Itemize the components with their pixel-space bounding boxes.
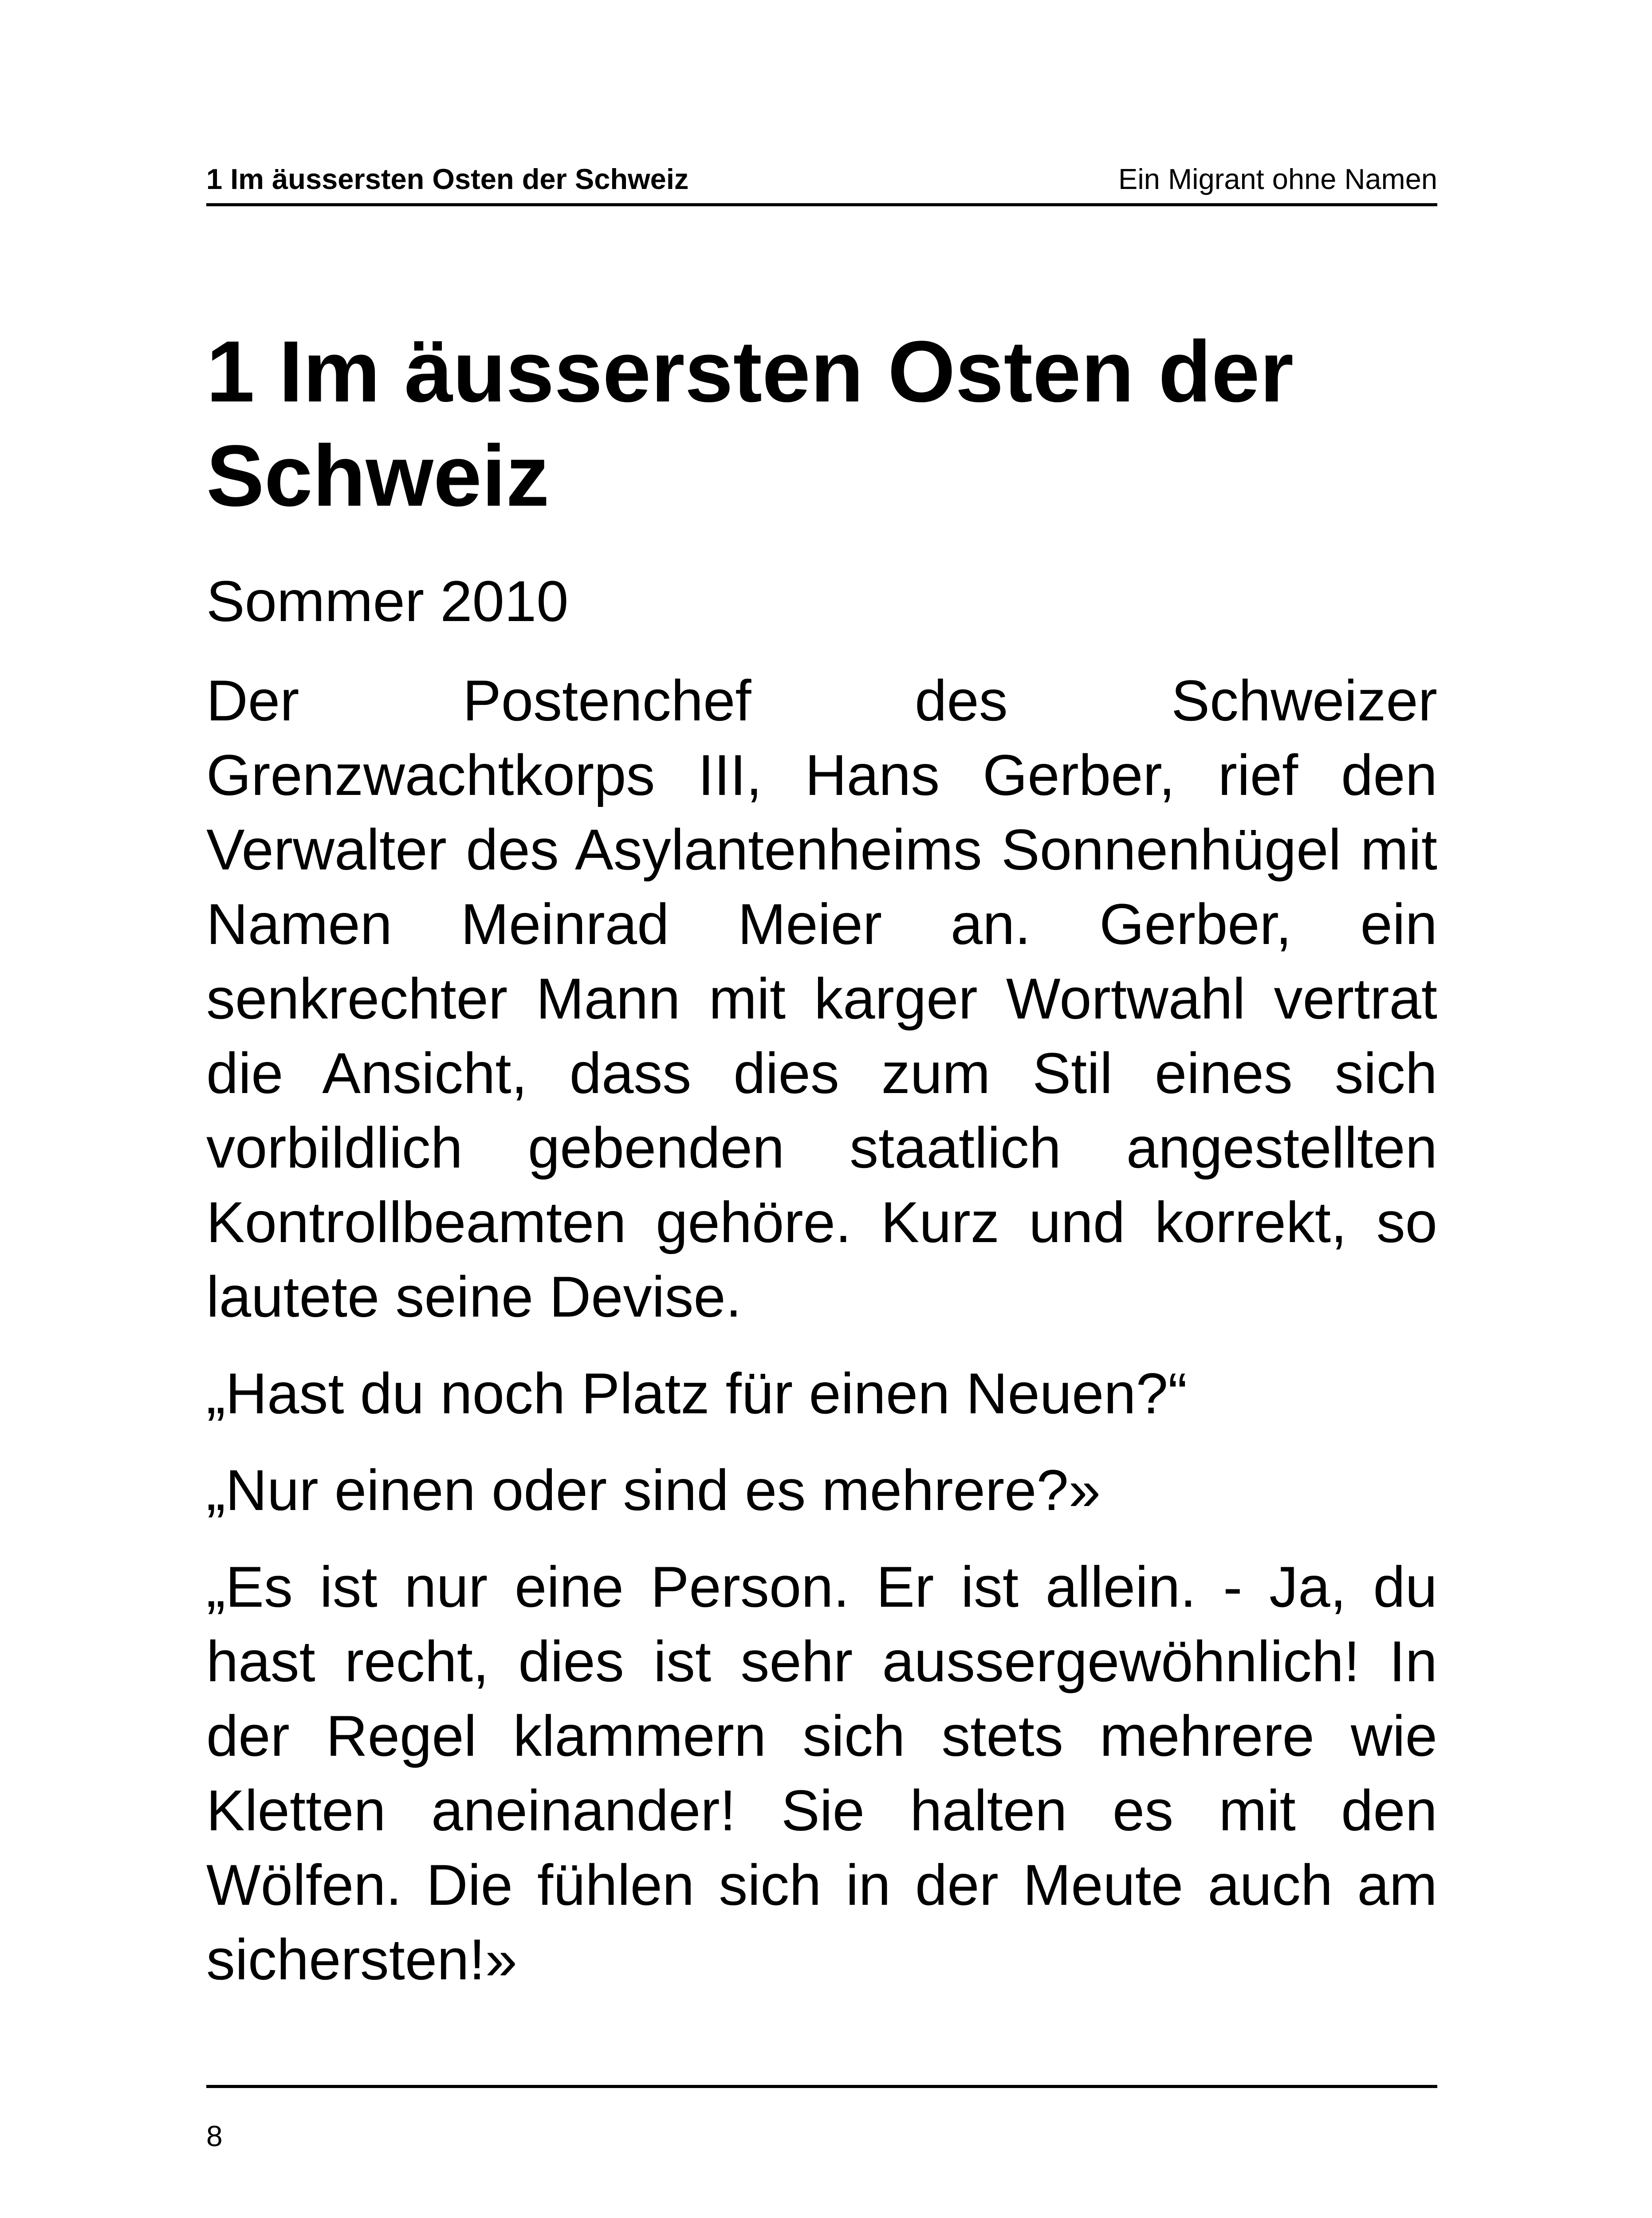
chapter-content xyxy=(206,319,1437,1997)
paragraph: Der Postenchef des Schweizer Grenzwachtkorps III, Hans Gerber, rief den Verwalter des Asylantenheims Sonnenhügel mit Namen Meinrad Meier an. Gerber, ein senkrechter Mann mit karger Wortwahl vertrat die Ansicht, dass dies zum Stil eines sich vorbildlich gebenden staatlich angestellten Kontrollbeamten gehöre. Kurz und korrekt, so lautete seine Devise. xyxy=(206,668,1437,1329)
page-number: 8 xyxy=(206,2120,223,2152)
paragraph: „Es ist nur eine Person. Er ist allein. - Ja, du hast recht, dies ist sehr aussergewöhnlich! In der Regel klammern sich stets mehrere wie Kletten aneinander! Sie halten es mit den Wölfen. Die fühlen sich in der Meute auch am sichersten!» xyxy=(206,1554,1437,1992)
running-header xyxy=(206,153,1437,206)
paragraph: „Nur einen oder sind es mehrere?» xyxy=(206,1458,1101,1522)
chapter-title: 1 Im äussersten Osten der Schweiz xyxy=(206,323,1294,524)
header-book-title: Ein Migrant ohne Namen xyxy=(1118,163,1437,195)
chapter-subtitle: Sommer 2010 xyxy=(206,569,569,633)
footer-divider xyxy=(206,2085,1437,2088)
paragraph: „Hast du noch Platz für einen Neuen?“ xyxy=(206,1361,1188,1426)
header-chapter-title: 1 Im äussersten Osten der Schweiz xyxy=(206,163,689,195)
